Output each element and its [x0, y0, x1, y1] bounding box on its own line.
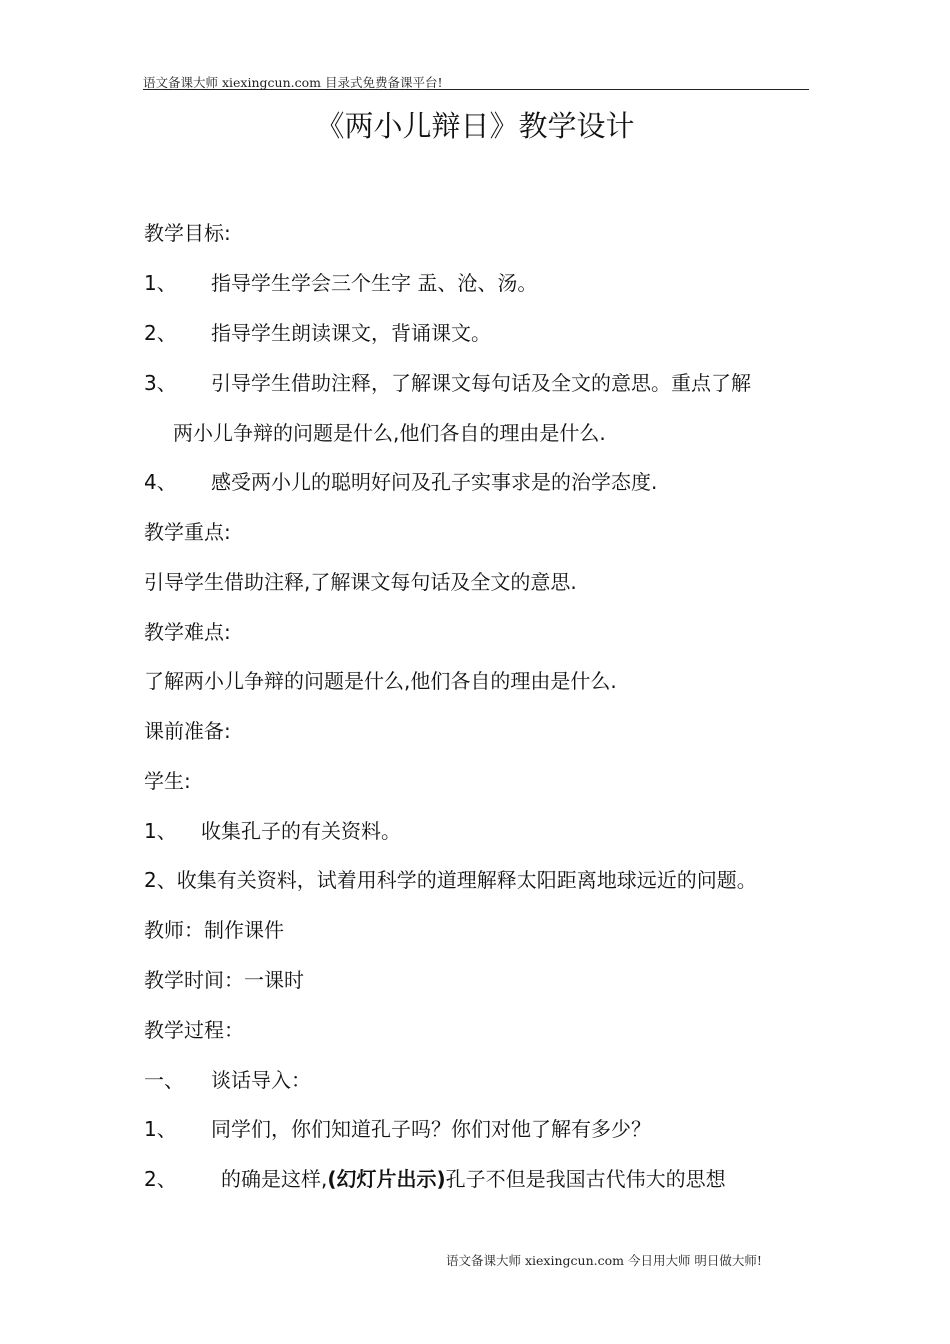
document-title: 《两小儿辩日》教学设计 [315, 109, 635, 143]
key-points-text: 引导学生借助注释,了解课文每句话及全文的意思. [144, 570, 577, 594]
preparation-heading: 课前准备: [144, 719, 231, 743]
item-number: 2、 [144, 1167, 177, 1191]
item-text: 指导学生学会三个生字 盂、沧、汤。 [211, 271, 538, 295]
process-heading: 教学过程： [144, 1018, 244, 1042]
difficulties-text: 了解两小儿争辩的问题是什么,他们各自的理由是什么. [144, 669, 617, 693]
objective-item-1 [144, 270, 537, 296]
teaching-time: 教学时间：一课时 [144, 968, 304, 992]
process-step-1 [144, 1067, 311, 1093]
step-text: 谈话导入： [211, 1068, 311, 1092]
objective-item-3 [144, 370, 751, 396]
item-text-continued: 孔子不但是我国古代伟大的思想 [445, 1167, 726, 1191]
header-divider [143, 89, 809, 90]
student-task-2: 2、收集有关资料，试着用科学的道理解释太阳距离地球远近的问题。 [144, 868, 757, 892]
item-text: 的确是这样, [221, 1167, 328, 1191]
item-number: 3、 [144, 371, 177, 395]
objective-item-2 [144, 320, 491, 346]
students-heading: 学生: [144, 769, 191, 793]
slide-cue: (幻灯片出示) [327, 1167, 446, 1191]
item-text: 同学们，你们知道孔子吗？你们对他了解有多少？ [211, 1117, 651, 1141]
page-footer: 语文备课大师 xiexingcun.com 今日用大师 明日做大师! [446, 1253, 762, 1268]
student-task-1 [144, 818, 401, 844]
item-number: 2、 [144, 321, 177, 345]
item-text: 引导学生借助注释，了解课文每句话及全文的意思。重点了解 [211, 371, 751, 395]
item-number: 1、 [144, 819, 177, 843]
item-number: 1、 [144, 271, 177, 295]
process-item-2 [144, 1166, 726, 1192]
item-text: 指导学生朗读课文，背诵课文。 [211, 321, 491, 345]
objective-item-3-continued: 两小儿争辩的问题是什么,他们各自的理由是什么. [173, 421, 606, 445]
item-number: 4、 [144, 470, 177, 494]
teacher-prep: 教师：制作课件 [144, 918, 284, 942]
step-number: 一、 [144, 1068, 184, 1092]
difficulties-heading: 教学难点: [144, 620, 231, 644]
objective-item-4 [144, 469, 657, 495]
item-text: 感受两小儿的聪明好问及孔子实事求是的治学态度. [211, 470, 658, 494]
process-item-1 [144, 1116, 651, 1142]
item-number: 1、 [144, 1117, 177, 1141]
key-points-heading: 教学重点: [144, 520, 231, 544]
page-header: 语文备课大师 xiexingcun.com 目录式免费备课平台! [143, 75, 443, 90]
item-text: 收集孔子的有关资料。 [201, 819, 401, 843]
objectives-heading: 教学目标: [144, 221, 231, 245]
